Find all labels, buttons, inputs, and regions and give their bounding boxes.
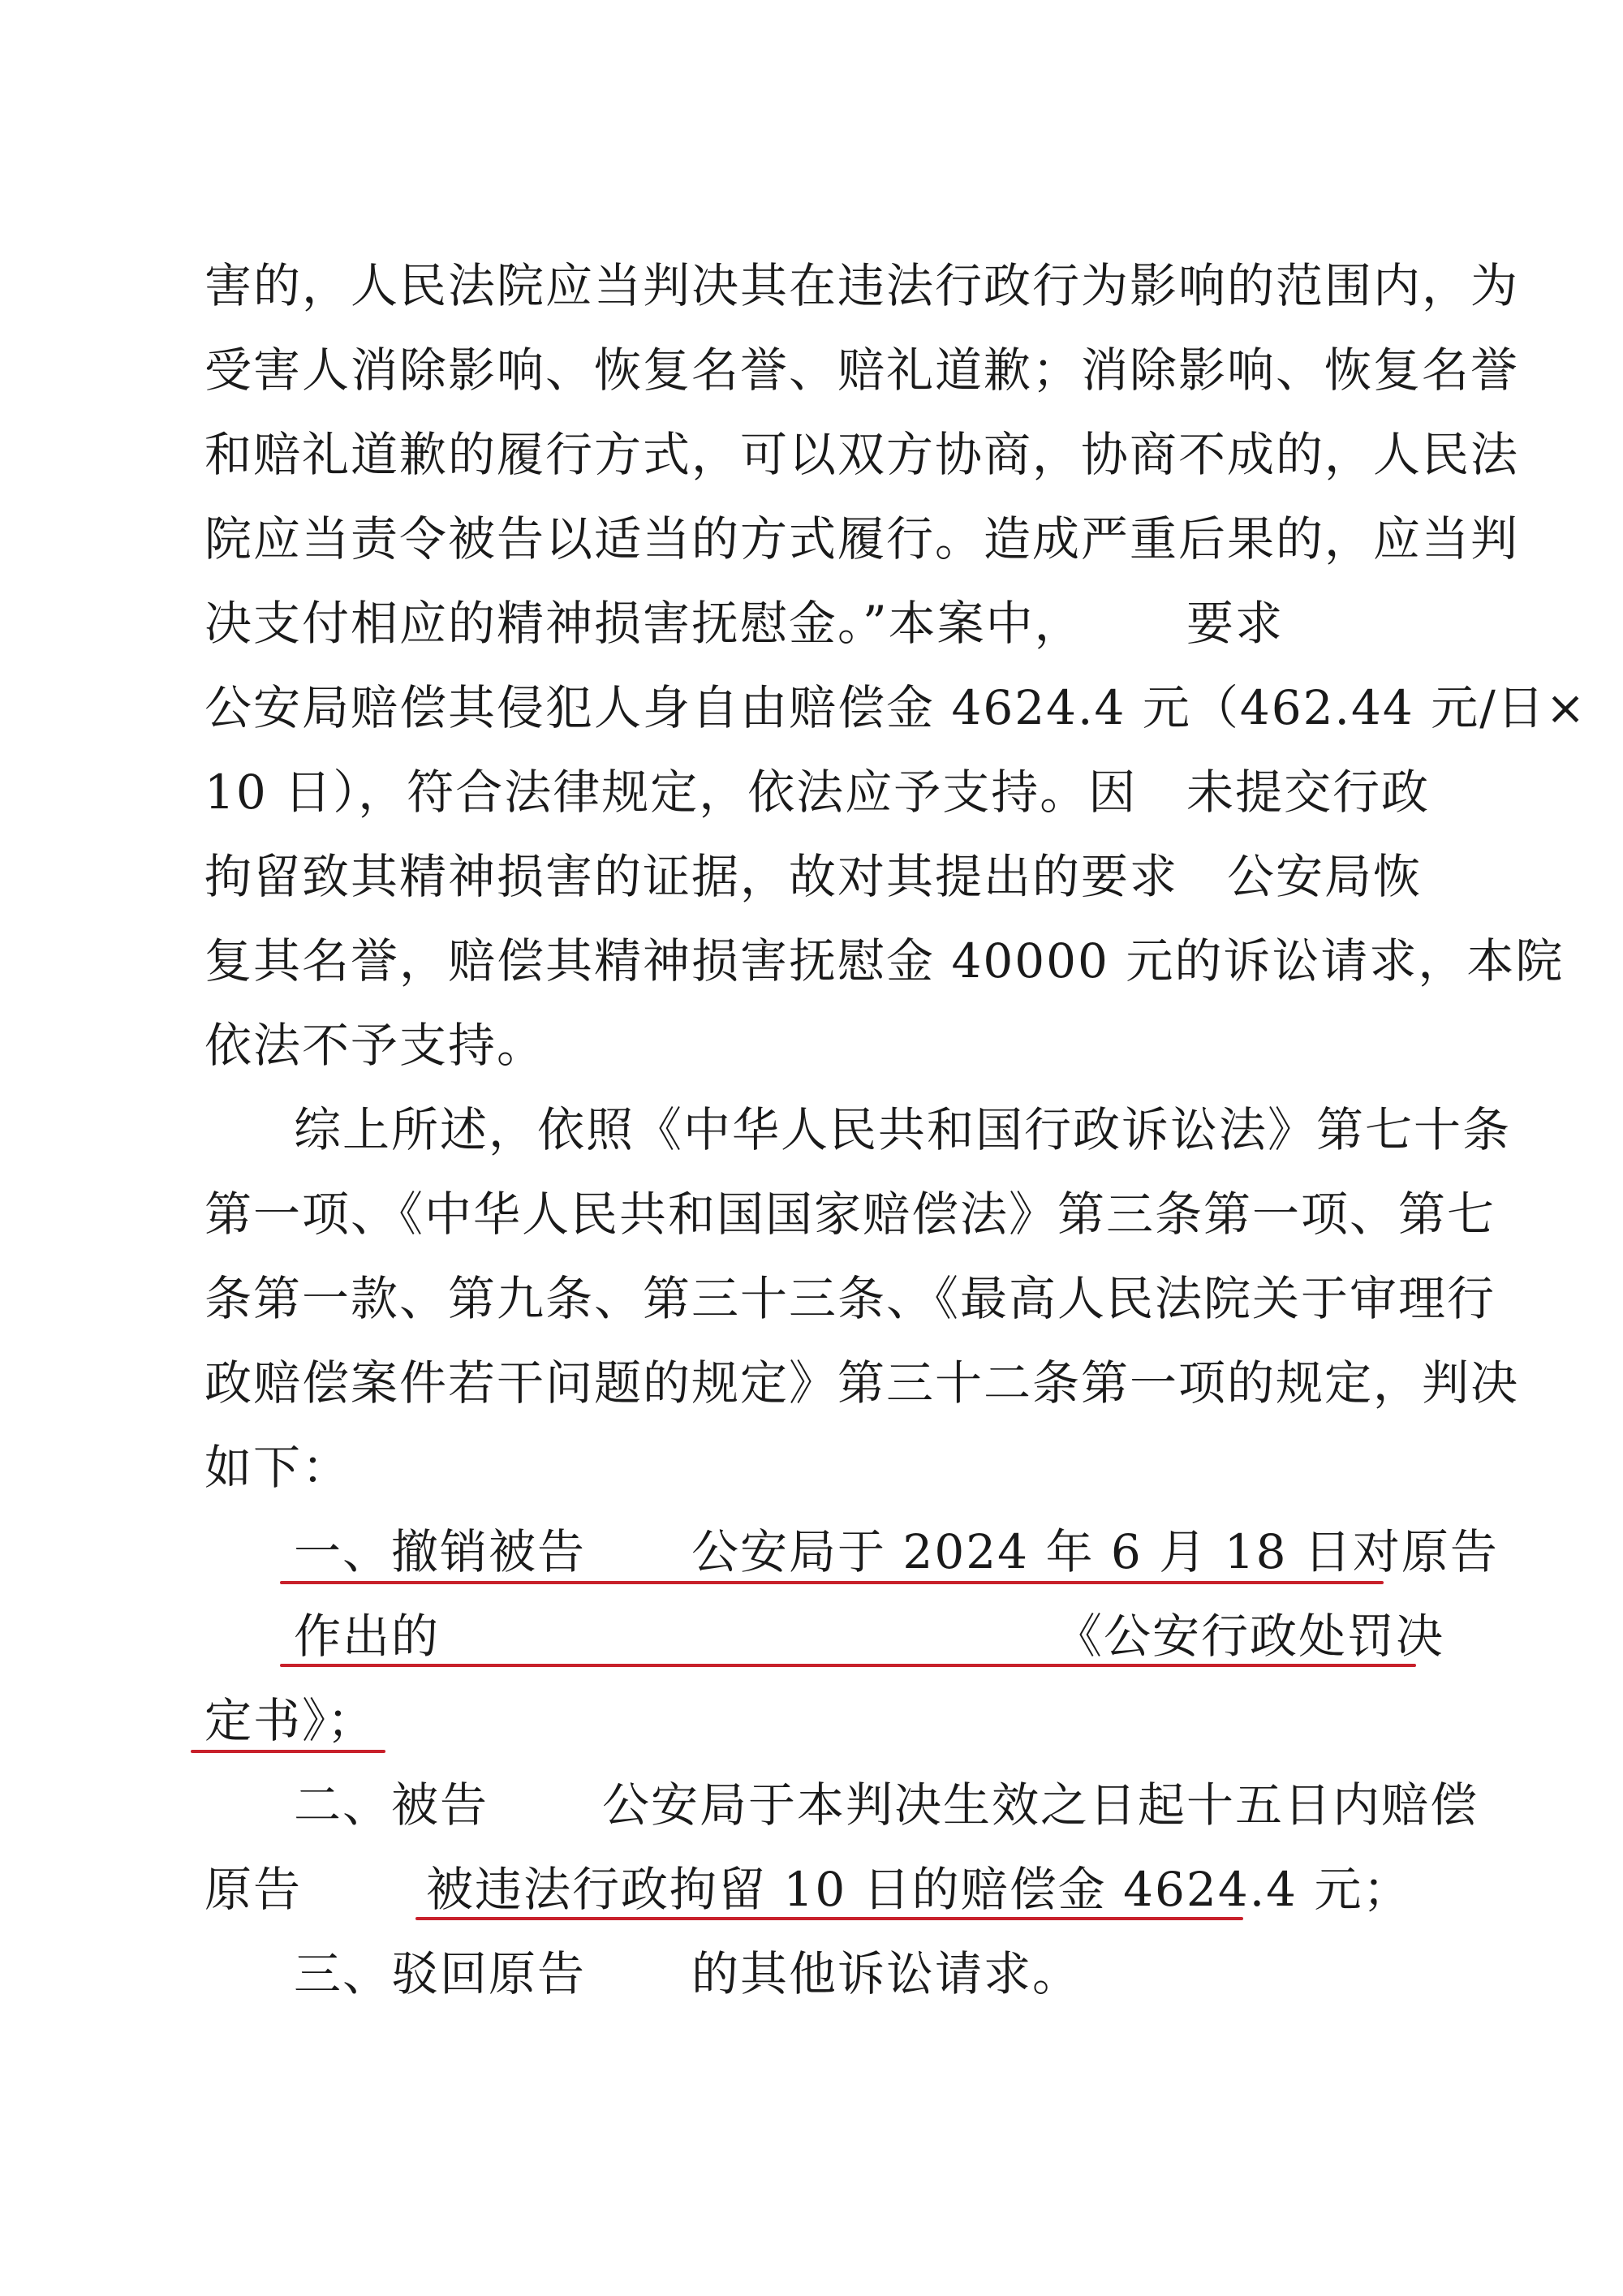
annotation-underline bbox=[191, 1750, 385, 1753]
text-line: 害的，人民法院应当判决其在违法行政行为影响的范围内，为 bbox=[204, 258, 1520, 313]
text-line: 综上所述，依照《中华人民共和国行政诉讼法》第七十条 bbox=[294, 1102, 1512, 1157]
text-segment: 二、被告 bbox=[294, 1777, 489, 1833]
text-segment: 原告 bbox=[204, 1862, 303, 1917]
text-line: 院应当责令被告以适当的方式履行。造成严重后果的，应当判 bbox=[204, 511, 1520, 566]
annotation-underline bbox=[280, 1581, 1384, 1584]
text-segment: 被违法行政拘留 10 日的赔偿金 4624.4 元； bbox=[426, 1862, 1412, 1917]
text-line: 受害人消除影响、恢复名誉、赔礼道歉；消除影响、恢复名誉 bbox=[204, 342, 1520, 398]
text-line bbox=[0, 581, 1623, 666]
text-line: 如下： bbox=[204, 1440, 351, 1495]
text-line: 条第一款、第九条、第三十三条、《最高人民法院关于审理行 bbox=[204, 1271, 1496, 1326]
text-segment: 公安局于 2024 年 6 月 18 日对原告 bbox=[691, 1524, 1499, 1579]
annotation-underline bbox=[280, 1664, 1416, 1667]
text-segment: 作出的 bbox=[294, 1609, 441, 1664]
text-segment: 《公安行政处罚决 bbox=[1055, 1609, 1445, 1664]
text-segment: 一、撤销被告 bbox=[294, 1524, 587, 1579]
text-segment: 10 日），符合法律规定，依法应予支持。因 bbox=[204, 765, 1138, 820]
text-segment: 的其他诉讼请求。 bbox=[691, 1946, 1082, 2001]
text-line: 公安局赔偿其侵犯人身自由赔偿金 4624.4 元（462.44 元/日× bbox=[204, 680, 1587, 735]
text-segment: 要求 bbox=[1186, 596, 1285, 651]
text-line bbox=[0, 750, 1623, 834]
text-segment: 决支付相应的精神损害抚慰金。”本案中， bbox=[204, 596, 1083, 651]
text-segment: 拘留致其精神损害的证据，故对其提出的要求 bbox=[204, 849, 1179, 904]
text-line: 政赔偿案件若干问题的规定》第三十二条第一项的规定，判决 bbox=[204, 1355, 1520, 1411]
judgment-item-3 bbox=[0, 1932, 1623, 2016]
text-segment: 未提交行政 bbox=[1186, 765, 1431, 820]
text-line: 依法不予支持。 bbox=[204, 1018, 546, 1073]
text-segment: 三、驳回原告 bbox=[294, 1946, 587, 2001]
text-segment: 公安局于本判决生效之日起十五日内赔偿 bbox=[602, 1777, 1479, 1833]
text-line bbox=[0, 834, 1623, 919]
judgment-item-2 bbox=[0, 1763, 1623, 1847]
text-segment: 定书》； bbox=[204, 1693, 377, 1748]
annotation-underline bbox=[415, 1917, 1243, 1920]
text-segment: 公安局恢 bbox=[1227, 849, 1423, 904]
text-line: 复其名誉，赔偿其精神损害抚慰金 40000 元的诉讼请求，本院 bbox=[204, 933, 1565, 989]
text-line: 第一项、《中华人民共和国国家赔偿法》第三条第一项、第七 bbox=[204, 1187, 1496, 1242]
text-line: 和赔礼道歉的履行方式，可以双方协商，协商不成的，人民法 bbox=[204, 427, 1520, 482]
